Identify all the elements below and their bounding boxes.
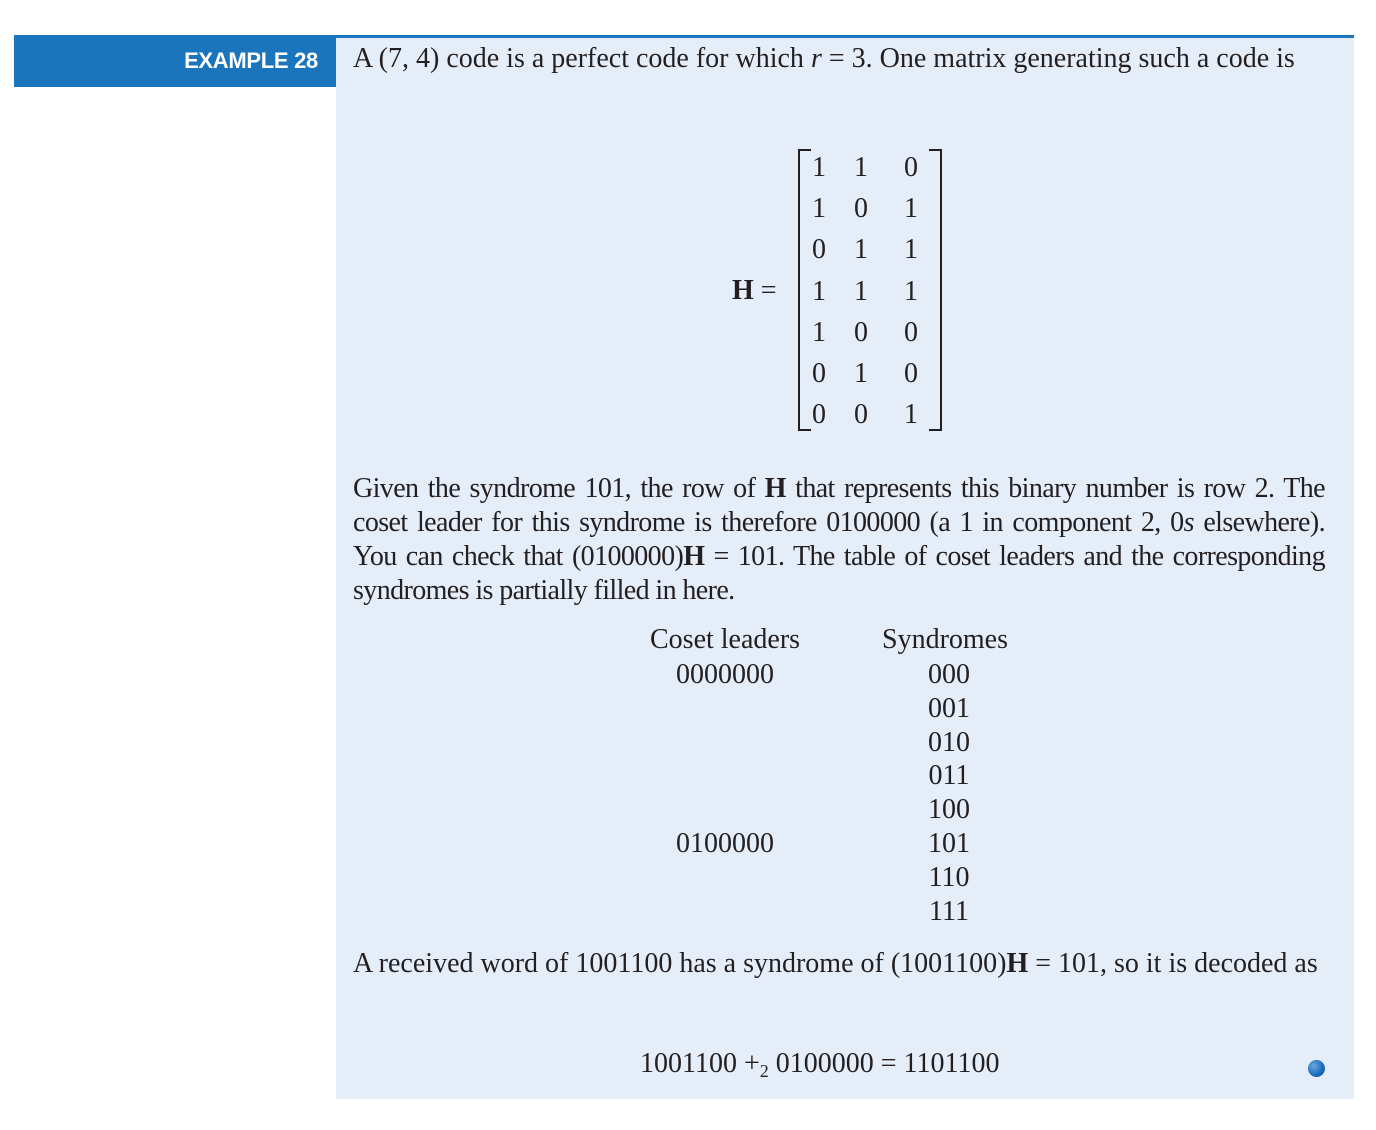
syndromes-list — [920, 658, 978, 928]
syndrome-text-4: = 101. The table of coset leaders and the corresponding syndromes is partially filled in here. — [353, 541, 1325, 606]
matrix-cell: 1 — [904, 192, 918, 224]
example-label: EXAMPLE 28 — [14, 35, 336, 87]
coset-leader-101: 0100000 — [676, 828, 774, 859]
matrix-cell: 1 — [812, 316, 826, 348]
syndrome-item: 100 — [928, 794, 970, 826]
equation-left: 1001100 + — [640, 1048, 760, 1079]
matrix-cell: 1 — [812, 192, 826, 224]
matrix-cell: 1 — [812, 151, 826, 183]
matrix-cell: 1 — [904, 275, 918, 307]
received-text-1: A received word of 1001100 has a syndrome of (1001100) — [353, 948, 1007, 979]
matrix-cell: 1 — [904, 234, 918, 266]
matrix-cell: 1 — [854, 358, 868, 390]
syndrome-H-2: H — [683, 541, 705, 572]
received-text-2: = 101, so it is decoded as — [1028, 948, 1318, 979]
matrix-label — [732, 271, 777, 311]
syndrome-paragraph — [353, 472, 1325, 608]
syndrome-item: 010 — [928, 726, 970, 758]
equation-subscript: 2 — [759, 1061, 769, 1081]
matrix-cell: 0 — [854, 399, 868, 431]
syndrome-plural-s: s — [1183, 507, 1194, 538]
intro-paragraph — [353, 42, 1325, 76]
syndromes-header: Syndromes — [882, 624, 1008, 655]
matrix-cell: 0 — [812, 399, 826, 431]
decoding-equation — [640, 1046, 999, 1089]
syndrome-item: 000 — [928, 659, 970, 690]
matrix-cell: 0 — [812, 358, 826, 390]
parity-check-matrix — [806, 147, 936, 436]
syndrome-item: 011 — [928, 760, 970, 792]
coset-leaders-header: Coset leaders — [650, 624, 801, 655]
end-of-example-bullet-icon — [1308, 1060, 1325, 1077]
matrix-cell: 1 — [854, 275, 868, 307]
matrix-cell: 0 — [812, 234, 826, 266]
matrix-cell: 0 — [904, 358, 918, 390]
matrix-cell: 1 — [904, 399, 918, 431]
syndrome-item: 110 — [928, 861, 970, 893]
syndrome-text-1: Given the syndrome 101, the row of — [353, 473, 765, 504]
matrix-cell: 0 — [854, 192, 868, 224]
matrix-cell: 0 — [904, 316, 918, 348]
syndrome-text-2: that represents this binary number is row 2. The coset leader for this syndrome is therefore 0100000 (a 1 in component 2, 0 — [353, 473, 1325, 538]
matrix-name: H — [732, 275, 754, 306]
syndrome-text-3: elsewhere). You can check that (0100000) — [353, 507, 1325, 572]
intro-var-r: r — [810, 43, 822, 74]
matrix-equals: = — [753, 275, 777, 306]
matrix-cell: 1 — [854, 151, 868, 183]
equation-right: 0100000 = 1101100 — [768, 1048, 1000, 1079]
matrix-cell: 1 — [854, 234, 868, 266]
intro-text-1: A (7, 4) code is a perfect code for which — [353, 43, 811, 74]
matrix-cell: 1 — [812, 275, 826, 307]
received-word-paragraph — [353, 947, 1325, 981]
syndrome-H-1: H — [764, 473, 786, 504]
matrix-cell: 0 — [904, 151, 918, 183]
matrix-cell: 0 — [854, 316, 868, 348]
syndrome-item: 111 — [929, 895, 969, 927]
syndrome-item: 101 — [928, 827, 970, 859]
intro-text-2: = 3. One matrix generating such a code is — [821, 43, 1295, 74]
syndrome-item: 001 — [928, 692, 970, 724]
coset-leader-000: 0000000 — [676, 659, 774, 690]
received-H: H — [1006, 948, 1029, 979]
